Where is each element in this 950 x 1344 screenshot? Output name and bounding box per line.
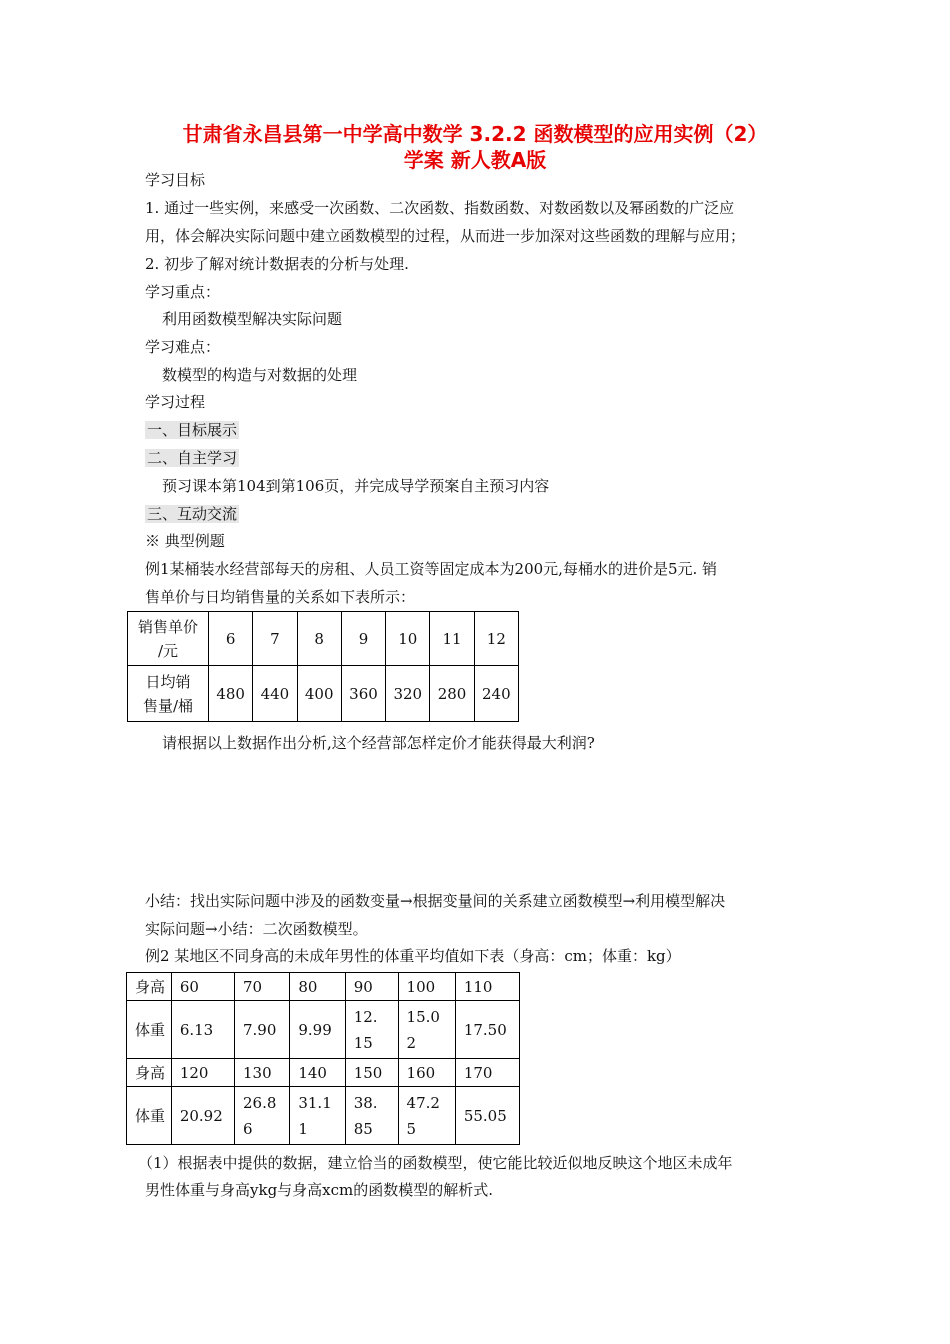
sales-cell: 320 xyxy=(386,666,430,722)
sales-row xyxy=(128,666,519,722)
hw-table-row xyxy=(127,1087,520,1145)
summary-line2: 实际问题→小结：二次函数模型。 xyxy=(145,920,368,938)
hw-cell-text: 55.05 xyxy=(463,1106,507,1125)
price-cell: 9 xyxy=(341,612,385,666)
hw-cell-text: 47.2 xyxy=(406,1093,440,1112)
hw-cell xyxy=(455,1001,519,1059)
document-title-line2: 学案 新人教A版 xyxy=(403,148,547,172)
example1-question: 请根据以上数据作出分析,这个经营部怎样定价才能获得最大利润? xyxy=(162,734,595,752)
typical-examples-heading: ※ 典型例题 xyxy=(145,532,225,550)
hw-cell-text: 170 xyxy=(463,1063,493,1082)
hw-row-label: 身高 xyxy=(127,1059,172,1087)
price-cell: 6 xyxy=(209,612,253,666)
hw-cell-text: 160 xyxy=(406,1063,436,1082)
hw-cell-text: 26.8 xyxy=(243,1093,277,1112)
hw-cell-text: 150 xyxy=(353,1063,383,1082)
sales-cell: 280 xyxy=(430,666,474,722)
example2-q1-line1: （1）根据表中提供的数据，建立恰当的函数模型，使它能比较近似地反映这个地区未成年 xyxy=(138,1154,733,1172)
hw-cell xyxy=(345,1001,398,1059)
hw-cell xyxy=(290,1087,345,1145)
section-interaction xyxy=(145,504,239,524)
hw-cell xyxy=(235,1001,290,1059)
hw-cell xyxy=(345,1087,398,1145)
hw-cell-text: 38. xyxy=(353,1093,378,1112)
price-cell: 10 xyxy=(386,612,430,666)
hw-cell xyxy=(235,973,290,1001)
price-cell: 12 xyxy=(474,612,518,666)
hw-cell-text: 6.13 xyxy=(179,1020,214,1039)
objectives-heading: 学习目标 xyxy=(145,171,206,189)
hw-row-label: 身高 xyxy=(127,973,172,1001)
example1-line2: 售单价与日均销售量的关系如下表所示： xyxy=(145,588,416,606)
price-header-line1: 销售单价 xyxy=(137,617,198,636)
sales-cell: 240 xyxy=(474,666,518,722)
sales-header-line1: 日均销 xyxy=(145,672,191,691)
hw-row-label: 体重 xyxy=(127,1087,172,1145)
hw-cell xyxy=(290,1059,345,1087)
hw-cell xyxy=(171,1087,234,1145)
price-cell: 8 xyxy=(297,612,341,666)
height-weight-table xyxy=(126,972,520,1145)
hw-cell-text: 12. xyxy=(353,1007,378,1026)
hw-cell xyxy=(345,973,398,1001)
hw-cell-text: 15 xyxy=(353,1033,373,1052)
hw-cell-text: 5 xyxy=(406,1119,417,1138)
example2-q1-line2: 男性体重与身高ykg与身高xcm的函数模型的解析式. xyxy=(145,1181,494,1199)
hw-cell-text: 7.90 xyxy=(243,1020,277,1039)
hw-cell-text: 140 xyxy=(298,1063,327,1082)
price-sales-table xyxy=(127,611,519,722)
hw-cell-text: 17.50 xyxy=(463,1020,507,1039)
process-heading: 学习过程 xyxy=(145,393,206,411)
sales-header-line2: 售量/桶 xyxy=(142,696,194,715)
price-cell: 11 xyxy=(430,612,474,666)
section-self-study-label: 二、自主学习 xyxy=(147,449,238,467)
hw-row-label: 体重 xyxy=(127,1001,172,1059)
hw-cell-text: 120 xyxy=(179,1063,209,1082)
hw-cell-text: 130 xyxy=(243,1063,272,1082)
preview-text: 预习课本第104到第106页，并完成导学预案自主预习内容 xyxy=(162,477,550,495)
hw-cell-text: 70 xyxy=(243,977,263,996)
section-self-study xyxy=(145,448,239,468)
hw-cell-text: 1 xyxy=(298,1119,308,1138)
difficulties-text: 数模型的构造与对数据的处理 xyxy=(162,366,358,384)
objective-1-line2: 用，体会解决实际问题中建立函数模型的过程，从而进一步加深对这些函数的理解与应用； xyxy=(145,227,746,245)
document-title-line1: 甘肃省永昌县第一中学高中数学 3.2.2 函数模型的应用实例（2） xyxy=(182,122,768,146)
objective-2: 2. 初步了解对统计数据表的分析与处理. xyxy=(145,255,409,273)
sales-cell: 480 xyxy=(209,666,253,722)
hw-cell-text: 20.92 xyxy=(179,1106,223,1125)
hw-cell xyxy=(171,1001,234,1059)
price-cell: 7 xyxy=(253,612,297,666)
sales-cell: 400 xyxy=(297,666,341,722)
example1-line1: 例1某桶装水经营部每天的房租、人员工资等固定成本为200元,每桶水的进价是5元. 销 xyxy=(145,560,718,578)
hw-table-row xyxy=(127,1001,520,1059)
price-header xyxy=(128,612,209,666)
summary-line1: 小结：找出实际问题中涉及的函数变量→根据变量间的关系建立函数模型→利用模型解决 xyxy=(145,892,726,910)
key-points-text: 利用函数模型解决实际问题 xyxy=(162,310,343,328)
hw-cell xyxy=(290,973,345,1001)
sales-cell: 440 xyxy=(253,666,297,722)
hw-cell-text: 80 xyxy=(298,977,318,996)
price-row xyxy=(128,612,519,666)
example2-intro: 例2 某地区不同身高的未成年男性的体重平均值如下表（身高：cm；体重：kg） xyxy=(145,947,681,965)
hw-cell-text: 110 xyxy=(463,977,493,996)
hw-cell-text: 60 xyxy=(179,977,199,996)
hw-cell xyxy=(235,1059,290,1087)
hw-cell xyxy=(290,1001,345,1059)
hw-cell-text: 15.0 xyxy=(406,1007,440,1026)
hw-cell xyxy=(398,1087,455,1145)
difficulties-heading: 学习难点： xyxy=(145,338,221,356)
sales-cell: 360 xyxy=(341,666,385,722)
hw-cell xyxy=(398,1001,455,1059)
section-goal-display xyxy=(145,420,239,440)
hw-cell xyxy=(171,1059,234,1087)
hw-table-row xyxy=(127,973,520,1001)
hw-cell xyxy=(171,973,234,1001)
hw-cell-text: 85 xyxy=(353,1119,373,1138)
key-points-heading: 学习重点： xyxy=(145,283,221,301)
hw-cell-text: 90 xyxy=(353,977,373,996)
hw-cell-text: 31.1 xyxy=(298,1093,332,1112)
section-interaction-label: 三、互动交流 xyxy=(147,505,238,523)
price-header-line2: /元 xyxy=(157,641,179,660)
hw-table-row xyxy=(127,1059,520,1087)
hw-cell-text: 6 xyxy=(243,1119,253,1138)
hw-cell xyxy=(455,1059,519,1087)
section-goal-display-label: 一、目标展示 xyxy=(147,421,238,439)
hw-cell xyxy=(455,1087,519,1145)
hw-cell xyxy=(345,1059,398,1087)
hw-cell-text: 100 xyxy=(406,977,436,996)
hw-cell xyxy=(398,973,455,1001)
hw-cell xyxy=(398,1059,455,1087)
objective-1-line1: 1. 通过一些实例，来感受一次函数、二次函数、指数函数、对数函数以及幂函数的广泛应 xyxy=(145,199,735,217)
sales-header xyxy=(128,666,209,722)
hw-cell xyxy=(455,973,519,1001)
hw-cell-text: 2 xyxy=(406,1033,417,1052)
hw-cell-text: 9.99 xyxy=(298,1020,332,1039)
hw-cell xyxy=(235,1087,290,1145)
height-weight-table-body xyxy=(127,973,520,1145)
